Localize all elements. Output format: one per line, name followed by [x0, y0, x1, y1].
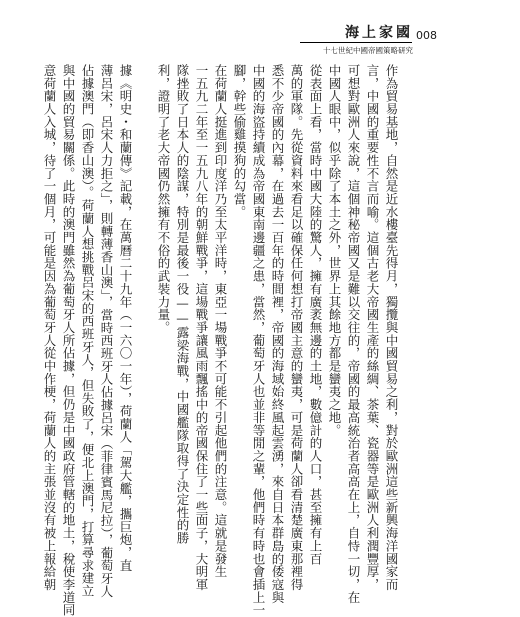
vertical-body-text [0, 64, 520, 617]
text-column-18: 與中國的貿易關係。此時的澳門雖然為葡萄牙人所佔據，但仍是中國政府管轄的地土，稅使李道同 [61, 64, 76, 617]
text-column-6: 萬的軍隊。先從資料來看足以確保任何想打帝國主意的蠻夷，可是荷蘭人卻看清楚廣東那裡得 [289, 64, 304, 591]
text-column-16: 薄呂宋，呂宋人力拒之」，則轉薄香山澳」，當時西班牙人佔據呂宋（菲律賓馬尼拉），葡萄牙人 [99, 64, 114, 598]
text-column-13: 利，證明了老大帝國仍然擁有不俗的武裝力量。 [156, 64, 171, 334]
text-column-15: 據《明史・和蘭傳》記載，在萬曆二十九年（一六〇一年），荷蘭人「駕大艦，攜巨炮，直 [118, 64, 133, 572]
page-header [0, 0, 520, 64]
page-number: 008 [416, 29, 437, 42]
text-column-8: 中國的海盜持續成為帝國東南邊疆之患，當然，葡萄牙人也並非等閒之輩，他們時有時也會插上一 [251, 64, 266, 617]
text-column-10: 在荷蘭人挺進到印度洋乃至太平洋時，東亞一場戰爭不可能不引起他們的注意。這就是發生 [213, 64, 228, 578]
text-column-11: 一五九二年至一五九八年的朝鮮戰爭，這場戰爭讓風雨飄搖中的帝國保住了一些面子，大明軍 [194, 64, 209, 591]
text-column-4: 中國人眼中，似乎除了本土之外，世界上其餘地方都是蠻夷之地。 [327, 64, 342, 437]
text-column-17: 佔據澳門（即香山澳）。荷蘭人想挑戰呂宋的西班牙人，但失敗了，便北上澳門，打算尋求建立 [80, 64, 95, 598]
text-column-9: 腳，幹些偷雞摸狗的勾當。 [232, 64, 247, 219]
book-title: 海上家國 [345, 25, 413, 41]
text-column-19: 意荷蘭人入城，待了一個月，可能是因為葡萄牙人從中作梗，荷蘭人的主張並沒有被上報給朝 [42, 64, 57, 591]
text-column-7: 悉不少帝國的內幕，在過去一百年的時間裡，帝國的海域始終風起雲湧，來自日本群島的倭寇與 [270, 64, 285, 604]
text-column-5: 從表面上看，當時中國大陸的驚人，擁有廣袤無邊的土地，數億計的人口，甚至擁有上百 [308, 64, 323, 566]
title-rule [300, 42, 412, 43]
text-column-1: 作為貿易基地，自然是近水樓臺先得月，獨攬與中國貿易之利，對於歐洲這些新興海洋國家而 [384, 64, 399, 591]
text-column-3: 可想對歐洲人來說，這個神秘帝國又是難以交往的，帝國的最高統治者高高在上，自恃一切，在 [346, 64, 361, 604]
book-subtitle: 十七世紀中國帝國策略研究 [323, 46, 413, 55]
text-column-12: 隊挫敗了日本人的陰謀，特別是最後一役——露梁海戰，中國艦隊取得了決定性的勝 [175, 64, 190, 545]
text-column-2: 言，中國的重要性不言而喻。這個古老大帝國生產的絲綢、茶葉、瓷器等是歐洲人利潤豐厚， [365, 64, 380, 591]
